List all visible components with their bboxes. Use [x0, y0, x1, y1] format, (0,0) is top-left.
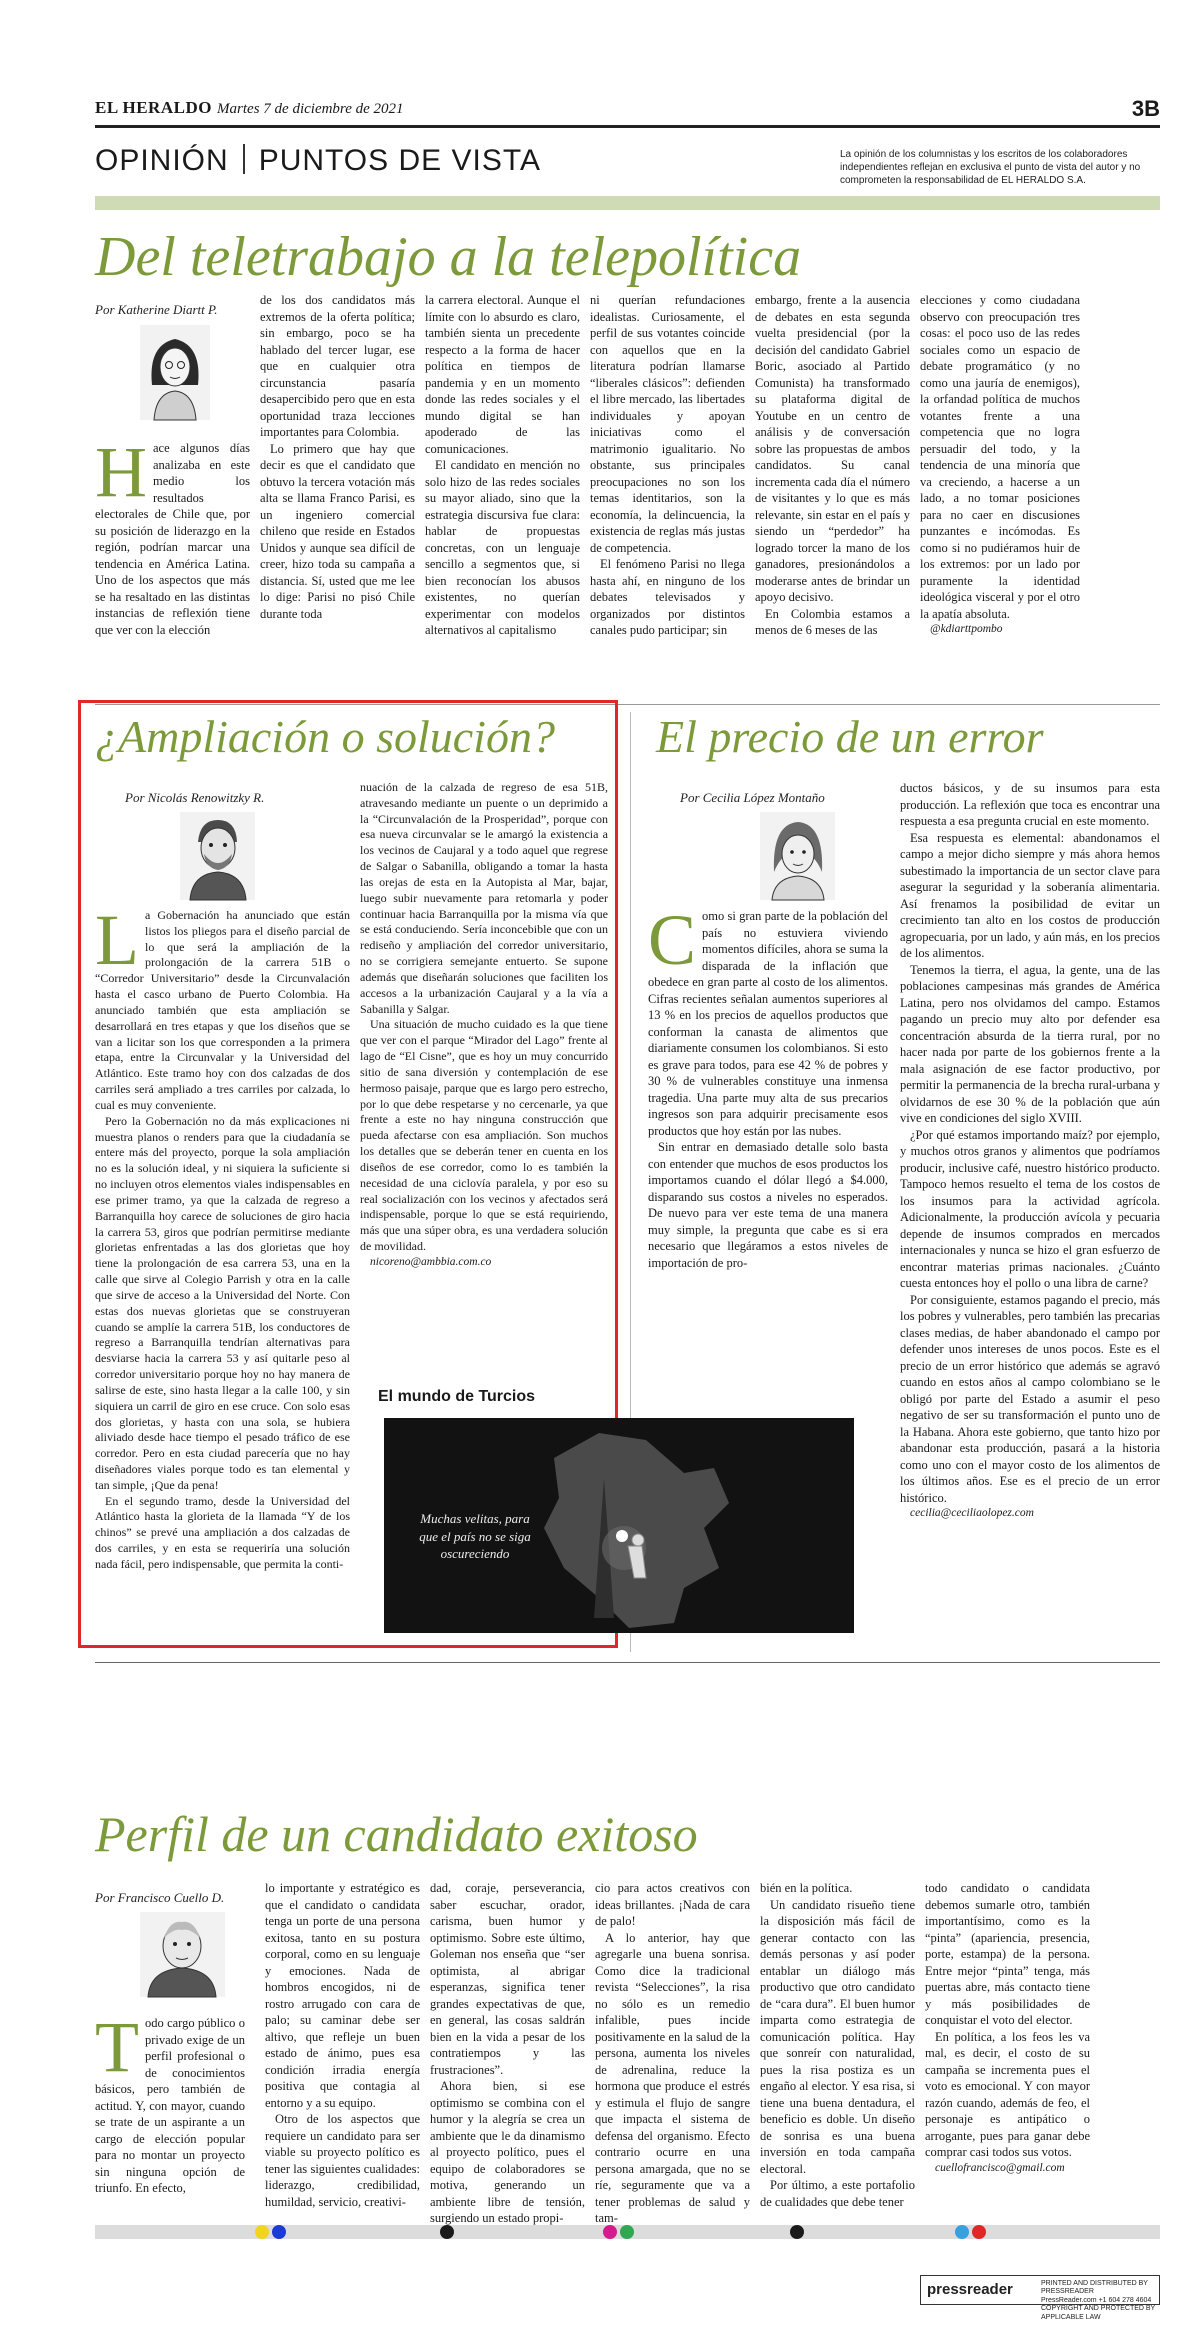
- article4-headline: Perfil de un candidato exitoso: [95, 1806, 698, 1862]
- article4-signature: cuellofrancisco@gmail.com: [935, 2161, 1065, 2174]
- registration-dot-red: [972, 2225, 986, 2239]
- article4-col4: cio para actos creativos con ideas brillantes. ¡Nada de cara de palo! A lo anterior, hay que agregarle una buena sonrisa. Como dice la tradicional revista “Selecciones”, la risa no sólo es un remedio infalible, pues incide positivamente en la salud de la persona, aumenta los niveles de adrenalina, reduce la hormona que produce el estrés y estimula el flujo de sangre que impacta el sistema de defensa del organismo. Efecto contrario ocurre en una persona amargada, que no se ríe, seguramente que va a tener problemas de salud y tam-: [595, 1881, 750, 2225]
- paper-name: EL HERALDO: [95, 98, 212, 117]
- registration-dot-green: [620, 2225, 634, 2239]
- registration-dot-black-2: [790, 2225, 804, 2239]
- article1-col1: H ace algunos días analizaba en este medio los resultados electorales de Chile que, por su posición de liderazgo en la región, podrían marcar una tendencia en América Latina. Uno de los aspectos que más se ha resaltado en las distintas instancias de reflexión tiene que ver con la elección: [95, 432, 250, 637]
- disclaimer: La opinión de los columnistas y los escritos de los colaboradores independientes reflejan en exclusiva el punto de vista del autor y no comprometen la responsabilidad de EL HERALDO S.A.: [840, 149, 1141, 186]
- article2-col1: L a Gobernación ha anunciado que están listos los pliegos para el diseño parcial de lo que será la ampliación de la prolongación de la carrera 51B o “Corredor Universitario” desde la Circunvalación hasta el casco urbano de Puerto Colombia. Ha anunciado también que esta ampliación se desarrollará en tres etapas y que los diseños que se van a licitar son los que corresponden a la primera etapa, entre la Circunvalar y la Universidad del Atlántico. Este tramo hoy con dos calzadas de dos carriles será ampliado a tres carriles por calzada, lo cual es muy conveniente. Pero la Gobernación no da más explicaciones ni muestra planos o renders para que la ciudadanía se entere más del proyecto, porque la sola ampliación no es la solución ideal, y ni siquiera la suficiente si no incluyen otros elementos viales indispensables en ese primer tramo, ya que la calzada de regreso a Barranquilla hoy carece de soluciones de giro hacia la carrera 53, giros que podrían permitirse mediante glorietas enfrentadas a las dos glorietas que hoy tiene la prolongación de esa carrera 53, una en la calle que sirve al Colegio Parrish y otra en la calle que sirve de acceso a la Universidad del Norte. Con estas dos nuevas glorietas que se construyeran cuando se amplíe la carrera 51B, los conductores de regreso a Barranquilla tendrían alternativas para desviarse hacia la carrera 53 y así quitarle peso al corredor universitario porque hoy no hay manera de salirse de este, sino hasta llegar a la calle 100, y sin siquiera un carril de giro en ese cruce. Con solo esas dos glorietas, y hasta con una sola, se hubiera aliviado desde hace tiempo el pesado tráfico de ese corredor. Pero en esta ciudad parecería que no hay diseñadores viales porque todo es tan elemental y tan simple, ¡Que da pena! En el segundo tramo, desde la Universidad del Atlántico hasta la glorieta de la llamada “Y de los chinos” se prevé una ampliación a dos calzadas de dos carriles, y en esta se requeriría una solución nada fácil, pero indispensable, que permita la conti-: [95, 900, 350, 1571]
- top-rule: [95, 125, 1160, 128]
- article1-col3: la carrera electoral. Aunque el límite con lo absurdo es claro, también sienta un precedente respecto a la forma de hacer política en tiempos de pandemia y en un momento donde las redes sociales y el mundo digital se han apoderado de las comunicaciones. El candidato en mención no solo hizo de las redes sociales su mayor aliado, sino que la estrategia discursiva fue clara: hablar de propuestas concretas, con un lenguaje sencillo a segmentos que, si bien reconocían los abusos existentes, no querían experimentar con modelos alternativos al capitalismo: [425, 293, 580, 637]
- article3-headline: El precio de un error: [656, 711, 1044, 762]
- section-left: OPINIÓN: [95, 144, 229, 177]
- section-right: PUNTOS DE VISTA: [258, 144, 541, 177]
- article4-col6: todo candidato o candidata debemos sumarle otro, también importantísimo, como es la “pinta” (apariencia, presencia, porte, estampa) de la persona. Entre mejor “pinta” tenga, más puertas abre, más contacto tiene y más posibilidades de conquistar el voto del elector. En política, a los feos les va mal, es decir, el costo de su campaña se incrementa pues el voto es emocional. Y con mayor razón cuando, además de feo, el personaje es antipático o arrogante, pues para ganar debe comprar casi todos sus votos. cuellofrancisco@gmail.com: [925, 1880, 1090, 2215]
- article2-signature: nicoreno@ambbia.com.co: [370, 1255, 492, 1268]
- pressreader-badge: [920, 2275, 1160, 2321]
- registration-dot-magenta: [603, 2225, 617, 2239]
- article3-col2: ductos básicos, y de su insumos para esta producción. La reflexión que toca es encontrar una respuesta a esa pregunta crucial en este momento. Esa respuesta es elemental: abandonamos el campo a mejor dicho siempre y más ahora hemos subestimado la importancia de un sector clave para asegurar la seguridad y la soberanía alimentaria. Así frenamos la posibilidad de evitar un crecimiento tan alto en los costos de producción agropecuaria, por un lado, y aún más, en los precios de los alimentos. Tenemos la tierra, el agua, la gente, una de las poblaciones campesinas más grandes de América Latina, pero nos olvidamos del campo. Estamos pagando un precio muy alto por defender esa concentración absurda de la tierra rural, por no hacer nada por parte de los gobiernos frente a la mala asignación de ese factor productivo, por permitir la permanencia de la brecha rural-urbana y olvidarnos de ese 30 % de la población que aún vive en condiciones del siglo XVIII. ¿Por qué estamos importando maíz? por ejemplo, y muchos otros granos y alimentos que podríamos producir, inclusive café, nuestro histórico producto. Tampoco hemos resuelto el tema de los costos de los insumos para la actividad agrícola. Adicionalmente, la producción avícola y pecuaria depende de insumos comprados en mercados internacionales y nunca se hizo el gran esfuerzo de encontrar materias primas nacionales. ¿Cuánto cuesta entonces hoy el pollo o una libra de carne? Por consiguiente, estamos pagando el precio, más los pobres y vulnerables, pero también las precarias clases medias, de haber abandonado el campo por defender unos intereses de unos pocos. Este es el precio de un error histórico que además se agravó cuando en estos años al campo colombiano se le obligó por parte del Estado a asumir el peso negativo de ser su transformación el punto uno de la Habana. Ahora este gobierno, que tanto hizo por abandonar esta producción, pasará a la historia como uno con el mayor costo de los alimentos de los últimos años. Ese es el precio de un error histórico. cecilia@ceciliaolopez.com: [900, 780, 1160, 1650]
- article1-dropcap: H: [95, 432, 147, 512]
- article4-byline: Por Francisco Cuello D.: [95, 1890, 225, 1905]
- article4-dropcap: T: [95, 2007, 139, 2087]
- registration-dot-yellow: [255, 2225, 269, 2239]
- article2-byline: Por Nicolás Renowitzky R.: [125, 790, 265, 805]
- cartoon-caption: Muchas velitas, para que el país no se siga oscureciendo: [419, 1511, 531, 1562]
- article1-col5: embargo, frente a la ausencia de debates en esta segunda vuelta presidencial (por la decisión del candidato Gabriel Boric, asociado al Partido Comunista) ha transformado su plataforma digital de Youtube en un centro de análisis y de conversación sobre las propuestas de ambos candidatos. Su canal incrementa cada día el número de visitantes y lo que es más relevante, sin estar en el país y siendo un “perdedor” ha logrado torcer la mano de los ganadores, presionándolos a moderarse antes de brindar un apoyo decisivo. En Colombia estamos a menos de 6 meses de las: [755, 293, 910, 637]
- article2-dropcap: L: [95, 900, 139, 980]
- article2-headline: ¿Ampliación o solución?: [95, 711, 555, 762]
- page-number: 3B: [1131, 96, 1160, 121]
- section-title: [95, 144, 541, 178]
- masthead: [95, 98, 404, 118]
- article4-col5: bién en la política. Un candidato risueño tiene la disposición más fácil de generar contacto con las demás personas y así poder entablar un diálogo más productivo que otro candidato de “cara dura”. El buen humor imparta como estrategia de comunicación política. Hay que sonreír con naturalidad, pues la risa postiza es un engaño al elector. Y esa risa, si tiene una buena dentadura, el beneficio es doble. Un diseño de sonrisa es una buena inversión en toda campaña electoral. Por último, a este portafolio de cualidades que debe tener: [760, 1881, 915, 2209]
- article3-signature: cecilia@ceciliaolopez.com: [910, 1507, 1034, 1519]
- registration-dot-cyan: [955, 2225, 969, 2239]
- divider-lower: [95, 1662, 1160, 1663]
- article1-headline: Del teletrabajo a la telepolítica: [95, 226, 802, 288]
- article1-col6: elecciones y como ciudadana observo con preocupación tres cosas: el poco uso de las redes sociales como un espacio de debate programático (y no como una jauría de enemigos), la orfandad política de muchos votantes frente a una competencia que no logra persuadir del todo, y la tendencia de una minoría que va creciendo, a hacerse a un lado, a no tomar posiciones para no caer en discusiones punzantes e incómodas. Es como si no pudiéramos huir de los extremos: por un lado por puramente la identidad ideológica visceral y por el otro la apatía absoluta. @kdiarttpombo: [920, 292, 1080, 702]
- article1-byline: Por Katherine Diartt P.: [95, 302, 218, 317]
- section-divider: [243, 144, 245, 174]
- article4-col3: dad, coraje, perseverancia, saber escuchar, orador, carisma, buen humor y optimismo. Sobre este último, Goleman nos enseña que “ser optimista, al abrigar esperanzas, significa tener grandes expectativas de que, en general, las cosas saldrán bien en la vida a pesar de los contratiempos y las frustraciones”. Ahora bien, si ese optimismo se combina con el humor y la alegría se crea un ambiente que le da dinamismo al proyecto político, pues el equipo de colaboradores se motiva, generando un ambiente libre de tensión, surgiendo un estado propi-: [430, 1881, 585, 2225]
- article2-author-portrait: [180, 812, 255, 900]
- article4-col1: T odo cargo público o privado exige de un perfil profesional o de conocimientos básicos, pero también de actitud. Y, con mayor, cuando se trate de un aspirante a un cargo de elección popular para no montar un proyecto sin ninguna opción de triunfo. En efecto,: [95, 2007, 245, 2195]
- article1-col2: de los dos candidatos más extremos de la oferta política; sin embargo, poco se ha hablado del tercer lugar, ese que en cualquier otra circunstancia pasaría desapercibido pero que en esta oportunidad traza lecciones importantes para Colombia. Lo primero que hay que decir es que el candidato que obtuvo la tercera votación más alta se llama Franco Parisi, es un ingeniero comercial chileno que reside en Estados Unidos y aunque sea difícil de creer, hizo toda su campaña a distancia. Sí, usted que me lee lo dige: Parisi no pisó Chile durante toda: [260, 293, 415, 621]
- article3-author-portrait: [760, 812, 835, 900]
- article1-col4: ni querían refundaciones idealistas. Curiosamente, el perfil de sus votantes coincide con aquellos que en la literatura podrían llamarse “liberales clásicos”: defienden el libre mercado, las libertades individuales y apoyan iniciativas como el matrimonio igualitario. No obstante, sus principales preocupaciones no son los temas identitarios, son la economía, la delincuencia, la existencia de reglas más justas de competencia. El fenómeno Parisi no llega hasta ahí, en ninguno de los debates televisados y organizados por distintos canales pudo participar; sin: [590, 293, 745, 637]
- cartoon-title: El mundo de Turcios: [378, 1388, 536, 1405]
- pressreader-notice: PRINTED AND DISTRIBUTED BY PRESSREADER PressReader.com +1 604 278 4604 COPYRIGHT AND PROTECTED BY APPLICABLE LAW: [1041, 2280, 1156, 2321]
- registration-dot-black: [440, 2225, 454, 2239]
- article1-signature: @kdiarttpombo: [930, 623, 1003, 635]
- article1-author-portrait: [140, 325, 210, 420]
- article3-col1: C omo si gran parte de la población del país no estuviera viviendo momentos difíciles, ahora se suma la disparada de la inflación que obedece en gran parte al costo de los alimentos. Cifras recientes señalan aumentos superiores al 13 % en los precios de aquellos productos que conforman la canasta de alimentos que diariamente consumen los colombianos. Si esto es grave para todos, para ese 42 % de pobres y 30 % de vulnerables constituye una inmensa tragedia. Una parte muy alta de sus precarios ingresos son para adquirir precisamente esos productos que hoy están por las nubes. Sin entrar en demasiado detalle solo basta con entender que muchos de esos productos los importamos cuando el dólar llegó a $4.000, disparando sus costos a niveles no esperados. De nuevo para ver este tema de una manera muy simple, la pregunta que cabe es si era necesario que llegáramos a estos niveles de importación de pro-: [648, 900, 888, 1270]
- pressreader-logo: pressreader: [927, 2281, 1013, 2298]
- article4-author-portrait: [140, 1912, 225, 1997]
- section-band: [95, 196, 1160, 210]
- article3-byline: Por Cecilia López Montaño: [680, 790, 825, 805]
- article3-dropcap: C: [648, 900, 697, 980]
- article2-col2: nuación de la calzada de regreso de esa 51B, atravesando mediante un puente o un deprimido a la “Circunvalación de la Prosperidad”, porque con esa nueva circunvalar se le amargó la existencia a los vecinos de Caujaral y a todo aquel que regrese de Salgar o Sabanilla, obligando a tomar la hasta las orejas de esta en la Autopista al Mar, bajar, luego subir nuevamente para retomarla y poder continuar hacia Barranquilla por la misma vía que se está conduciendo. Sería inconcebible que con un rediseño y ampliación del corredor universitario, no se corrigiera semejante entuerto. Se supone además que diseñarán soluciones que faciliten los accesos a la urbanización Caujaral y a la vía a Sabanilla y Salgar. Una situación de mucho cuidado es la que tiene que ver con el parque “Mirador del Lago” frente al lago de “El Cisne”, que es hoy un muy concurrido sitio de sana diversión y contemplación de ese hermoso paisaje, parque que es largo pero estrecho, por lo que debe respetarse y no cercenarle, ya que frente a este no hay ninguna construcción que pueda afectarse con esa ampliación. Son muchos los detalles que se deberán tener en cuenta en los diseños de ese corredor, como lo es también la necesidad de una ciclovía paralela, y por eso su real socialización con los vecinos y afectados será indispensable, porque lo que se está requiriendo, más que una súper obra, es una verdadera solución de movilidad. nicoreno@ambbia.com.co: [360, 780, 608, 1378]
- issue-date: Martes 7 de diciembre de 2021: [217, 101, 404, 117]
- registration-dot-blue: [272, 2225, 286, 2239]
- article4-col2: lo importante y estratégico es que el candidato o candidata tenga un porte de una persona exitosa, tanto en su postura corporal, como en su lenguaje y emociones. Nada de hombros encogidos, ni de rostro arrugado con cara de palo; su caminar debe ser altivo, que refleje un buen estado de ánimo, pues esa condición irradia energía positiva que contagia al entorno y a su equipo. Otro de los aspectos que requiere un candidato para ser viable su proyecto político es tener las siguientes cualidades: liderazgo, credibilidad, humildad, servicio, creativi-: [265, 1881, 420, 2209]
